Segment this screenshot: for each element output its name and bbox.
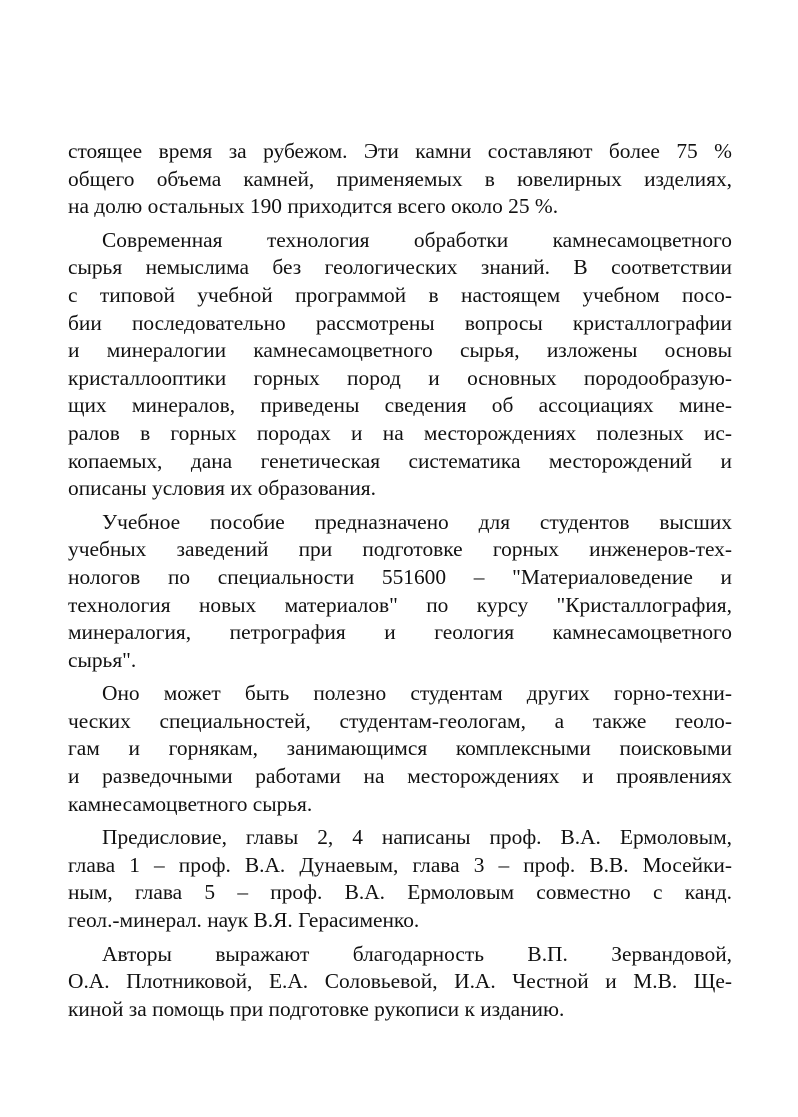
text-line: описаны условия их образования. xyxy=(68,476,376,501)
text-line: технология новых материалов" по курсу "Кристаллография, xyxy=(68,592,732,617)
text-line: Учебное пособие предназначено для студентов высших xyxy=(102,509,732,534)
paragraph xyxy=(68,227,732,503)
paragraph xyxy=(68,824,732,934)
text-line: Оно может быть полезно студентам других горно-техни- xyxy=(102,681,732,706)
paragraph xyxy=(68,509,732,675)
text-line: гам и горнякам, занимающимся комплексными поисковыми xyxy=(68,736,732,761)
text-line: Современная технология обработки камнесамоцветного xyxy=(102,227,732,252)
text-line: сырья". xyxy=(68,647,137,672)
text-line: общего объема камней, применяемых в ювелирных изделиях, xyxy=(68,166,732,191)
text-line: камнесамоцветного сырья. xyxy=(68,791,313,816)
text-line: с типовой учебной программой в настоящем учебном посо- xyxy=(68,282,732,307)
paragraph xyxy=(68,680,732,818)
paragraph xyxy=(68,941,732,1024)
text-line: Авторы выражают благодарность В.П. Зервандовой, xyxy=(102,941,732,966)
text-line: щих минералов, приведены сведения об ассоциациях мине- xyxy=(68,393,732,418)
text-line: кристаллооптики горных пород и основных породообразую- xyxy=(68,365,732,390)
text-line: сырья немыслима без геологических знаний. В соответствии xyxy=(68,255,732,280)
text-line: глава 1 – проф. В.А. Дунаевым, глава 3 – проф. В.В. Мосейки- xyxy=(68,852,732,877)
body-text xyxy=(68,138,732,1029)
text-line: нологов по специальности 551600 – "Материаловедение и xyxy=(68,564,732,589)
text-line: Предисловие, главы 2, 4 написаны проф. В.А. Ермоловым, xyxy=(102,825,732,850)
text-line: геол.-минерал. наук В.Я. Герасименко. xyxy=(68,908,420,933)
text-line: ческих специальностей, студентам-геологам, а также геоло- xyxy=(68,708,732,733)
text-line: стоящее время за рубежом. Эти камни составляют более 75 % xyxy=(68,139,732,163)
text-line: ралов в горных породах и на месторождениях полезных ис- xyxy=(68,420,732,445)
text-line: О.А. Плотниковой, Е.А. Соловьевой, И.А. Честной и М.В. Ще- xyxy=(68,969,732,994)
text-line: учебных заведений при подготовке горных инженеров-тех- xyxy=(68,537,732,562)
text-line: ным, глава 5 – проф. В.А. Ермоловым совместно с канд. xyxy=(68,880,732,905)
text-line: и минералогии камнесамоцветного сырья, изложены основы xyxy=(68,338,732,363)
text-line: бии последовательно рассмотрены вопросы кристаллографии xyxy=(68,310,732,335)
text-line: копаемых, дана генетическая систематика месторождений и xyxy=(68,448,732,473)
text-line: киной за помощь при подготовке рукописи к изданию. xyxy=(68,996,565,1021)
text-line: и разведочными работами на месторождениях и проявлениях xyxy=(68,764,732,789)
paragraph xyxy=(68,138,732,221)
text-line: на долю остальных 190 приходится всего около 25 %. xyxy=(68,194,559,219)
text-line: минералогия, петрография и геология камнесамоцветного xyxy=(68,620,732,645)
